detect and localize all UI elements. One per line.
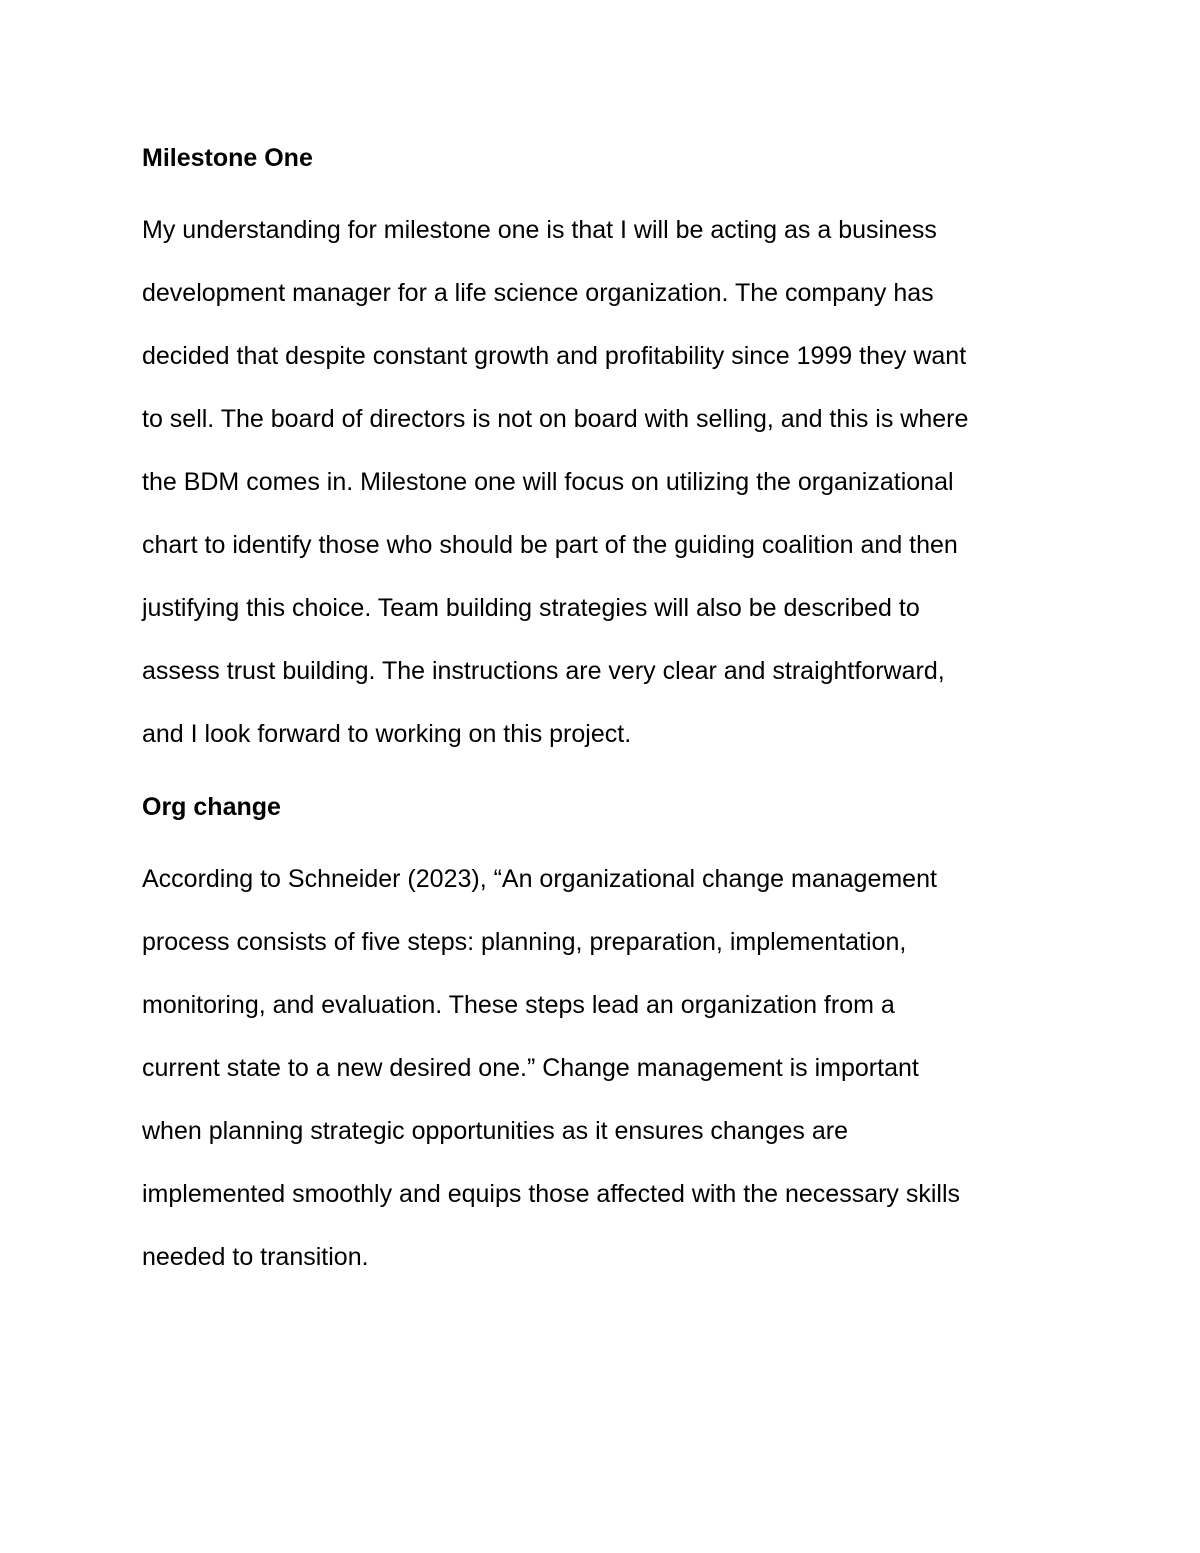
text-line: process consists of five steps: planning, preparation, implementation, xyxy=(142,928,907,956)
document-body xyxy=(142,136,1072,1308)
text-line: decided that despite constant growth and profitability since 1999 they want xyxy=(142,342,967,370)
text-line: implemented smoothly and equips those affected with the necessary skills xyxy=(142,1180,961,1208)
text-line: to sell. The board of directors is not on board with selling, and this is where xyxy=(142,405,969,433)
text-line: needed to transition. xyxy=(142,1243,369,1271)
text-line: chart to identify those who should be part of the guiding coalition and then xyxy=(142,531,958,559)
paragraph-milestone-one xyxy=(142,199,1072,766)
text-line: development manager for a life science organization. The company has xyxy=(142,279,934,307)
text-line: when planning strategic opportunities as it ensures changes are xyxy=(142,1117,848,1145)
text-line: and I look forward to working on this project. xyxy=(142,720,632,748)
text-line: According to Schneider (2023), “An organizational change management xyxy=(142,865,937,893)
text-line: justifying this choice. Team building strategies will also be described to xyxy=(142,594,920,622)
text-line: monitoring, and evaluation. These steps lead an organization from a xyxy=(142,991,895,1019)
text-line: the BDM comes in. Milestone one will focus on utilizing the organizational xyxy=(142,468,954,496)
text-line: current state to a new desired one.” Change management is important xyxy=(142,1054,919,1082)
text-line: assess trust building. The instructions are very clear and straightforward, xyxy=(142,657,945,685)
paragraph-org-change xyxy=(142,848,1072,1289)
section-heading-org-change: Org change xyxy=(142,793,281,821)
section-heading-milestone-one: Milestone One xyxy=(142,144,313,172)
text-line: My understanding for milestone one is that I will be acting as a business xyxy=(142,216,937,244)
